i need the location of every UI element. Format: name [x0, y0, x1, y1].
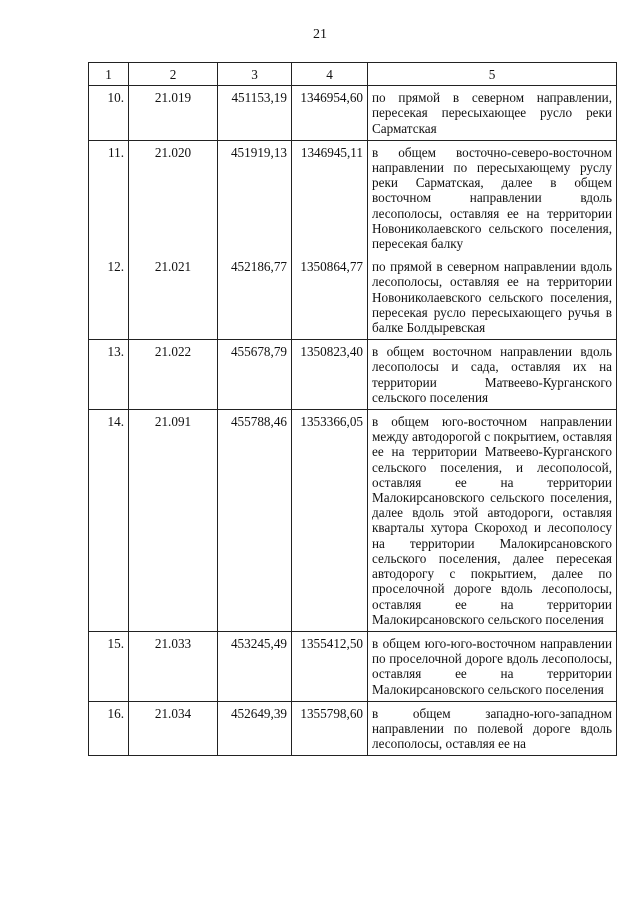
- point-id: 21.022: [129, 340, 218, 410]
- coord-x: 455678,79: [218, 340, 292, 410]
- point-id: 21.091: [129, 410, 218, 632]
- coord-y: 1355798,60: [292, 701, 368, 756]
- table-row: [89, 410, 617, 632]
- coord-y: 1346945,11: [292, 140, 368, 255]
- page-number: 21: [313, 27, 327, 42]
- boundary-description: по прямой в северном направлении, пересекая пересыхающее русло реки Сарматская: [368, 86, 617, 141]
- coord-x: 452186,77: [218, 255, 292, 340]
- boundary-description: в общем западно-юго-западном направлении по полевой дороге вдоль лесополосы, оставляя ее на: [368, 701, 617, 756]
- row-number: 13.: [89, 340, 129, 410]
- boundary-description: в общем восточном направлении вдоль лесополосы и сада, оставляя их на территории Матвеево-Курганского сельского поселения: [368, 340, 617, 410]
- table-body: [89, 86, 617, 756]
- table-row: [89, 340, 617, 410]
- table-row: [89, 701, 617, 756]
- boundary-description: в общем юго-юго-восточном направлении по проселочной дороге вдоль лесополосы, оставляя ее на территории Малокирсановского сельского поселения: [368, 631, 617, 701]
- header-col-3: 3: [218, 63, 292, 86]
- point-id: 21.019: [129, 86, 218, 141]
- row-number: 16.: [89, 701, 129, 756]
- coord-y: 1350823,40: [292, 340, 368, 410]
- point-id: 21.034: [129, 701, 218, 756]
- header-col-5: 5: [368, 63, 617, 86]
- coord-y: 1355412,50: [292, 631, 368, 701]
- point-id: 21.021: [129, 255, 218, 340]
- coord-x: 451153,19: [218, 86, 292, 141]
- coord-x: 452649,39: [218, 701, 292, 756]
- boundary-table: [88, 62, 617, 756]
- row-number: 15.: [89, 631, 129, 701]
- table-row: [89, 140, 617, 255]
- row-number: 14.: [89, 410, 129, 632]
- boundary-description: в общем юго-восточном направлении между автодорогой с покрытием, оставляя ее на территории Матвеево-Курганского сельского поселения, и лесополосой, оставляя ее на территории Малокирсановского сельского поселения, далее вдоль этой автодороги, оставляя кварталы хутора Скороход и лесополосу на территории Малокирсановского сельского поселения, далее пересекая автодорогу с покрытием, далее по проселочной дороге вдоль лесополосы, оставляя ее на территории Малокирсановского сельского поселения: [368, 410, 617, 632]
- header-col-4: 4: [292, 63, 368, 86]
- row-number: 12.: [89, 255, 129, 340]
- header-col-2: 2: [129, 63, 218, 86]
- point-id: 21.033: [129, 631, 218, 701]
- boundary-description: в общем восточно-северо-восточном направлении по пересыхающему руслу реки Сарматская, далее в общем восточном направлении вдоль лесополосы, оставляя ее на территории Новониколаевского сельского поселения, пересекая балку: [368, 140, 617, 255]
- table-header: [89, 63, 617, 86]
- coord-x: 453245,49: [218, 631, 292, 701]
- coord-y: 1350864,77: [292, 255, 368, 340]
- point-id: 21.020: [129, 140, 218, 255]
- coord-x: 455788,46: [218, 410, 292, 632]
- header-col-1: 1: [89, 63, 129, 86]
- coord-y: 1353366,05: [292, 410, 368, 632]
- row-number: 11.: [89, 140, 129, 255]
- table-row: [89, 255, 617, 340]
- coord-y: 1346954,60: [292, 86, 368, 141]
- table-row: [89, 86, 617, 141]
- coord-x: 451919,13: [218, 140, 292, 255]
- table-row: [89, 631, 617, 701]
- row-number: 10.: [89, 86, 129, 141]
- boundary-description: по прямой в северном направлении вдоль лесополосы, оставляя ее на территории Новониколаевского сельского поселения, пересекая русло пересыхающего ручья в балке Болдыревская: [368, 255, 617, 340]
